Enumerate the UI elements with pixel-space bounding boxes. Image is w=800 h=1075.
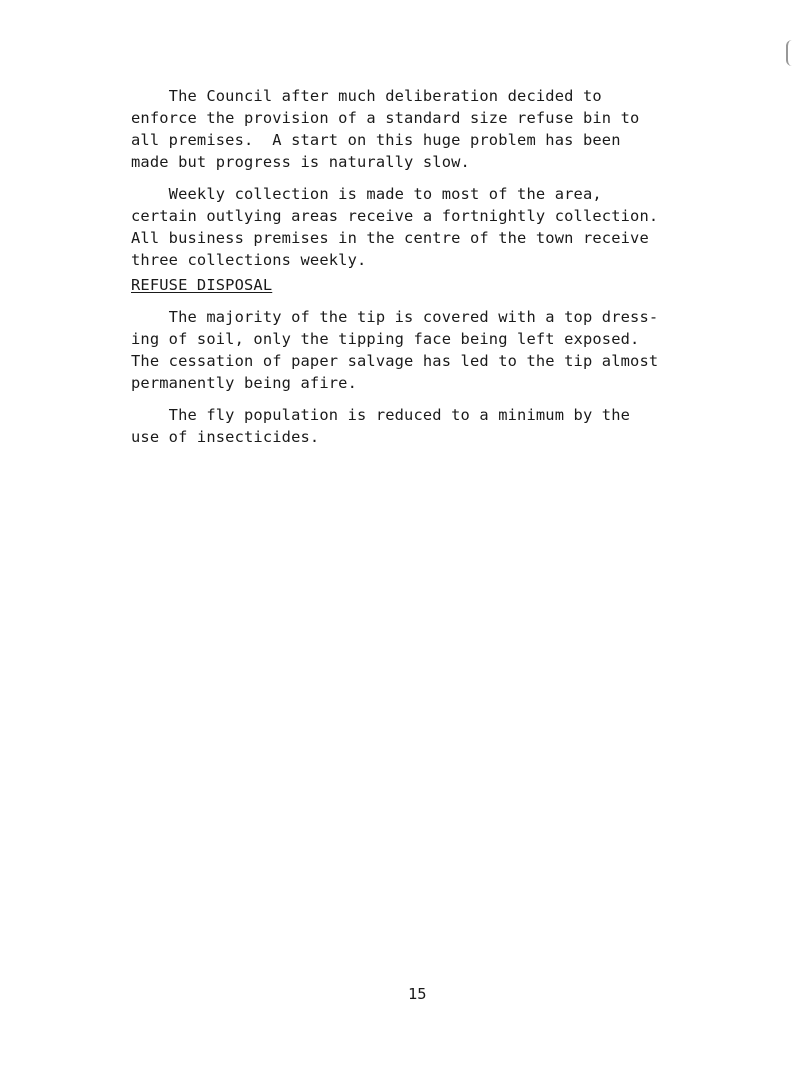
section-heading: REFUSE DISPOSAL bbox=[131, 276, 273, 294]
paragraph-1-line-3: all premises. A start on this huge problem has been bbox=[131, 131, 621, 149]
paragraph-3-line-2: ing of soil, only the tipping face being left exposed. bbox=[131, 330, 640, 348]
paragraph-3-line-3: The cessation of paper salvage has led to the tip almost bbox=[131, 352, 659, 370]
paragraph-3-line-1: The majority of the tip is covered with a top dress- bbox=[131, 308, 659, 326]
paragraph-3-line-4: permanently being afire. bbox=[131, 374, 357, 392]
paragraph-2-line-3: All business premises in the centre of the town receive bbox=[131, 229, 649, 247]
paragraph-1-line-4: made but progress is naturally slow. bbox=[131, 153, 470, 171]
paragraph-2-line-4: three collections weekly. bbox=[131, 251, 367, 269]
paragraph-4-line-2: use of insecticides. bbox=[131, 428, 320, 446]
paragraph-2-line-2: certain outlying areas receive a fortnightly collection. bbox=[131, 207, 659, 225]
paragraph-2-line-1: Weekly collection is made to most of the area, bbox=[131, 185, 602, 203]
paragraph-1-line-1: The Council after much deliberation decided to bbox=[131, 87, 602, 105]
page-number: 15 bbox=[408, 985, 427, 1003]
page-edge-mark bbox=[786, 40, 794, 66]
paragraph-4-line-1: The fly population is reduced to a minimum by the bbox=[131, 406, 631, 424]
paragraph-1-line-2: enforce the provision of a standard size refuse bin to bbox=[131, 109, 640, 127]
